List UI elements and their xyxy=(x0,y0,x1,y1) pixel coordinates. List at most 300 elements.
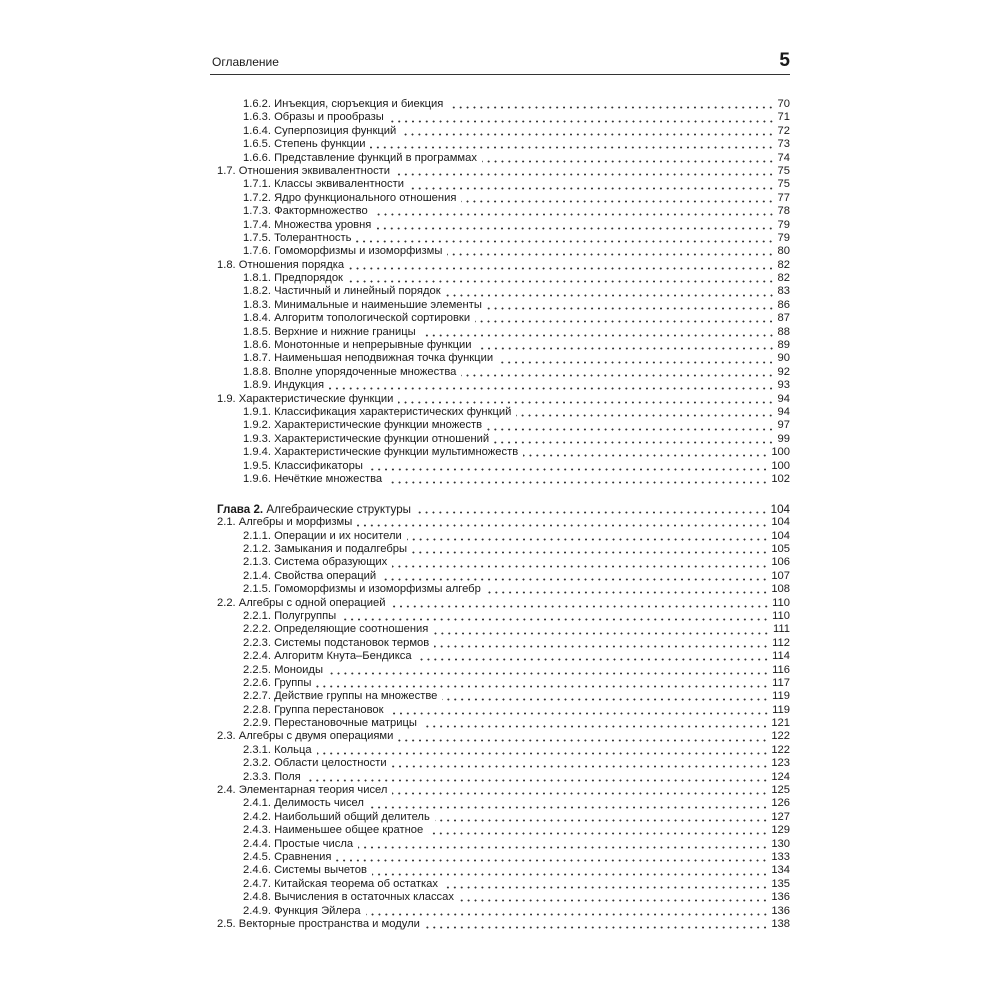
dot-leader xyxy=(461,200,774,203)
dot-leader xyxy=(389,712,770,715)
toc-entry-title xyxy=(217,393,393,406)
toc-entry-title xyxy=(243,245,442,258)
toc-page-number: 111 xyxy=(772,623,790,636)
toc-entry-label: 2.1.5. Гомоморфизмы и изоморфизмы алгебр xyxy=(243,583,481,596)
toc-entry-title xyxy=(243,891,454,904)
dot-leader xyxy=(392,792,768,795)
toc-subsection-entry[interactable] xyxy=(210,677,790,690)
toc-page-number: 114 xyxy=(772,650,790,663)
toc-page-number: 116 xyxy=(772,663,790,676)
toc-subsection-entry[interactable] xyxy=(210,610,790,623)
toc-entry-title xyxy=(243,757,387,770)
toc-page-number: 82 xyxy=(777,258,790,271)
toc-entry-title xyxy=(243,152,477,165)
toc-entry-label: 2.2.9. Перестановочные матрицы xyxy=(243,717,417,730)
toc-subsection-entry[interactable] xyxy=(210,98,790,111)
toc-entry-title xyxy=(243,232,351,245)
toc-entry-label: 1.7.1. Классы эквивалентности xyxy=(243,178,404,191)
toc-section-entry[interactable] xyxy=(210,165,790,178)
toc-page-number: 123 xyxy=(771,757,790,770)
toc-entry-label: 2.3.3. Поля xyxy=(243,770,301,783)
dot-leader xyxy=(395,173,775,176)
dot-leader xyxy=(341,618,769,621)
toc-entry-title xyxy=(243,272,343,285)
toc-entry-label: 2.2.6. Группы xyxy=(243,676,312,689)
toc-subsection-entry[interactable] xyxy=(210,379,790,392)
toc-page-number: 135 xyxy=(771,877,790,890)
toc-entry-title xyxy=(217,784,387,797)
toc-section-entry[interactable] xyxy=(210,730,790,743)
dot-leader xyxy=(373,213,775,216)
dot-leader xyxy=(401,133,774,136)
toc-subsection-entry[interactable] xyxy=(210,138,790,151)
toc-page-number: 122 xyxy=(771,743,790,756)
dot-leader xyxy=(328,672,769,675)
toc-entry-label: 2.1.2. Замыкания и подалгебры xyxy=(243,543,408,555)
dot-leader xyxy=(409,187,775,190)
toc-subsection-entry[interactable] xyxy=(210,583,790,596)
dot-leader xyxy=(389,120,775,123)
toc-entry-label: 1.9.5. Классификаторы xyxy=(243,459,363,472)
toc-entry-title xyxy=(243,864,367,877)
dot-leader xyxy=(416,511,768,514)
toc-subsection-entry[interactable] xyxy=(210,178,790,191)
toc-entry-label: 1.7. Отношения эквивалентности xyxy=(217,164,391,177)
toc-subsection-entry[interactable] xyxy=(210,406,790,419)
table-of-contents xyxy=(210,98,790,931)
toc-entry-title xyxy=(243,878,438,891)
toc-page-number: 92 xyxy=(777,365,790,378)
toc-page-number: 97 xyxy=(777,419,790,432)
toc-entry-title xyxy=(243,811,430,824)
toc-entry-title xyxy=(217,918,420,931)
dot-leader xyxy=(421,334,775,337)
toc-entry-title xyxy=(243,543,407,556)
toc-page-number: 136 xyxy=(771,891,790,904)
toc-subsection-entry[interactable] xyxy=(210,232,790,245)
toc-subsection-entry[interactable] xyxy=(210,460,790,473)
toc-subsection-entry[interactable] xyxy=(210,864,790,877)
toc-page-number: 127 xyxy=(771,810,790,823)
toc-entry-title xyxy=(243,530,402,543)
toc-subsection-entry[interactable] xyxy=(210,312,790,325)
toc-subsection-entry[interactable] xyxy=(210,891,790,904)
toc-subsection-entry[interactable] xyxy=(210,797,790,810)
dot-leader xyxy=(392,765,769,768)
toc-subsection-entry[interactable] xyxy=(210,125,790,138)
toc-entry-label: 2.3.1. Кольца xyxy=(243,743,312,756)
dot-leader xyxy=(329,387,774,390)
toc-entry-title xyxy=(243,111,384,124)
toc-page-number: 82 xyxy=(777,272,790,285)
toc-entry-label: 2.2.4. Алгоритм Кнута–Бендикса xyxy=(243,650,412,663)
toc-entry-title xyxy=(243,838,353,851)
toc-subsection-entry[interactable] xyxy=(210,326,790,339)
toc-subsection-entry[interactable] xyxy=(210,473,790,486)
toc-entry-label: 2.4.4. Простые числа xyxy=(243,837,354,850)
toc-page-number: 133 xyxy=(771,850,790,863)
toc-entry-title xyxy=(243,379,324,392)
dot-leader xyxy=(306,779,769,782)
toc-page-number: 112 xyxy=(772,636,790,649)
dot-leader xyxy=(392,565,768,568)
toc-entry-label: 1.6.6. Представление функций в программах xyxy=(243,151,477,164)
dot-leader xyxy=(435,819,769,822)
toc-subsection-entry[interactable] xyxy=(210,556,790,569)
toc-page-number: 73 xyxy=(777,138,790,151)
toc-entry-title xyxy=(243,583,481,596)
dot-leader xyxy=(417,658,770,661)
header-rule xyxy=(210,74,790,75)
toc-section-entry[interactable] xyxy=(210,918,790,931)
toc-page-number: 126 xyxy=(771,797,790,810)
dot-leader xyxy=(387,481,768,484)
toc-entry-label: 1.8. Отношения порядка xyxy=(217,258,345,271)
toc-entry-title xyxy=(243,771,301,784)
toc-entry-title xyxy=(243,623,428,636)
toc-subsection-entry[interactable] xyxy=(210,299,790,312)
dot-leader xyxy=(407,538,769,541)
toc-page-number: 104 xyxy=(770,502,790,516)
dot-leader xyxy=(349,267,774,270)
toc-entry-title xyxy=(243,664,323,677)
toc-page-number: 110 xyxy=(772,596,790,609)
toc-subsection-entry[interactable] xyxy=(210,111,790,124)
toc-entry-title xyxy=(243,299,482,312)
toc-entry-title xyxy=(243,717,417,730)
toc-page-number: 108 xyxy=(771,583,790,596)
toc-entry-title xyxy=(243,704,384,717)
toc-entry-label: Алгебраические структуры xyxy=(266,502,411,516)
toc-subsection-entry[interactable] xyxy=(210,352,790,365)
toc-page-number: 93 xyxy=(777,379,790,392)
toc-subsection-entry[interactable] xyxy=(210,245,790,258)
toc-subsection-entry[interactable] xyxy=(210,339,790,352)
toc-subsection-entry[interactable] xyxy=(210,419,790,432)
toc-section-entry[interactable] xyxy=(210,516,790,529)
dot-leader xyxy=(317,752,769,755)
toc-entry-label: 1.8.2. Частичный и линейный порядок xyxy=(243,285,441,298)
toc-page-number: 89 xyxy=(777,339,790,352)
toc-subsection-entry[interactable] xyxy=(210,205,790,218)
dot-leader xyxy=(425,926,768,929)
toc-page-number: 80 xyxy=(777,245,790,258)
page-number: 5 xyxy=(779,50,790,71)
toc-subsection-entry[interactable] xyxy=(210,757,790,770)
toc-entry-title xyxy=(243,205,368,218)
toc-entry-label: 1.9. Характеристические функции xyxy=(217,392,394,405)
toc-page-number: 105 xyxy=(771,543,790,555)
toc-subsection-entry[interactable] xyxy=(210,824,790,837)
toc-entry-title xyxy=(243,677,311,690)
toc-subsection-entry[interactable] xyxy=(210,704,790,717)
toc-page-number: 122 xyxy=(771,730,790,743)
toc-page-number: 134 xyxy=(771,864,790,877)
toc-entry-label: 1.9.1. Классификация характеристических функций xyxy=(243,405,512,418)
toc-entry-label: 1.8.4. Алгоритм топологической сортировки xyxy=(243,312,471,325)
toc-subsection-entry[interactable] xyxy=(210,664,790,677)
toc-entry-title xyxy=(243,744,312,757)
toc-subsection-entry[interactable] xyxy=(210,152,790,165)
dot-leader xyxy=(358,846,768,849)
toc-entry-label: 2.5. Векторные пространства и модули xyxy=(217,917,420,930)
toc-page-number: 124 xyxy=(771,770,790,783)
toc-chapter-entry[interactable] xyxy=(210,503,790,516)
toc-subsection-entry[interactable] xyxy=(210,433,790,446)
toc-subsection-entry[interactable] xyxy=(210,285,790,298)
toc-entry-title xyxy=(243,905,361,918)
toc-entry-label: 2.2.8. Группа перестановок xyxy=(243,703,384,716)
dot-leader xyxy=(447,253,774,256)
dot-leader xyxy=(366,913,769,916)
toc-subsection-entry[interactable] xyxy=(210,530,790,543)
toc-page-number: 104 xyxy=(771,516,790,529)
toc-page-number: 129 xyxy=(771,824,790,837)
toc-entry-label: 1.6.3. Образы и прообразы xyxy=(243,111,384,124)
toc-entry-label: 2.2.1. Полугруппы xyxy=(243,609,337,622)
toc-entry-label: 2.2. Алгебры с одной операцией xyxy=(217,596,386,609)
dot-leader xyxy=(477,347,775,350)
toc-entry-label: 1.6.4. Суперпозиция функций xyxy=(243,124,397,137)
dot-leader xyxy=(487,307,775,310)
toc-page-number: 70 xyxy=(777,98,790,110)
toc-page-number: 130 xyxy=(771,837,790,850)
toc-entry-label: 2.3.2. Области целостности xyxy=(243,757,387,770)
toc-page-number: 136 xyxy=(771,904,790,917)
toc-entry-label: 2.1.1. Операции и их носители xyxy=(243,529,402,542)
toc-entry-label: 1.9.6. Нечёткие множества xyxy=(243,472,383,485)
toc-page-number: 119 xyxy=(772,703,790,716)
dot-leader xyxy=(433,632,770,635)
toc-entry-label: 2.2.2. Определяющие соотношения xyxy=(243,623,429,636)
dot-leader xyxy=(475,320,774,323)
toc-subsection-entry[interactable] xyxy=(210,637,790,650)
toc-subsection-entry[interactable] xyxy=(210,851,790,864)
toc-entry-title xyxy=(243,473,382,486)
toc-entry-title xyxy=(217,730,393,743)
toc-page-number: 94 xyxy=(777,405,790,418)
toc-entry-title xyxy=(243,433,489,446)
toc-page-number: 107 xyxy=(771,569,790,582)
toc-page-number: 102 xyxy=(771,472,790,485)
chapter-prefix: Глава 2. xyxy=(217,502,264,516)
dot-leader xyxy=(434,645,769,648)
toc-entry-label: 1.7.5. Толерантность xyxy=(243,231,352,244)
toc-subsection-entry[interactable] xyxy=(210,771,790,784)
dot-leader xyxy=(428,832,768,835)
toc-subsection-entry[interactable] xyxy=(210,192,790,205)
toc-entry-label: 2.4.7. Китайская теорема об остатках xyxy=(243,877,438,890)
toc-entry-label: 1.6.5. Степень функции xyxy=(243,138,366,151)
toc-page-number: 90 xyxy=(777,352,790,365)
toc-entry-title xyxy=(217,165,390,178)
toc-page-number: 99 xyxy=(777,432,790,445)
toc-entry-title xyxy=(243,192,456,205)
toc-page-number: 100 xyxy=(771,459,790,472)
dot-leader xyxy=(443,886,768,889)
toc-entry-title xyxy=(243,556,387,569)
toc-subsection-entry[interactable] xyxy=(210,543,790,556)
toc-entry-title xyxy=(243,824,423,837)
dot-leader xyxy=(486,591,769,594)
toc-entry-title xyxy=(217,597,386,610)
toc-entry-title xyxy=(243,650,412,663)
toc-subsection-entry[interactable] xyxy=(210,650,790,663)
toc-entry-title xyxy=(243,138,365,151)
dot-leader xyxy=(336,859,768,862)
toc-entry-title xyxy=(243,219,371,232)
dot-leader xyxy=(356,240,774,243)
toc-entry-title xyxy=(243,326,416,339)
dot-leader xyxy=(494,441,774,444)
toc-section-entry[interactable] xyxy=(210,597,790,610)
toc-entry-label: 2.4.5. Сравнения xyxy=(243,850,332,863)
toc-entry-label: 2.4.1. Делимость чисел xyxy=(243,797,364,810)
toc-page-number: 121 xyxy=(771,717,790,730)
toc-subsection-entry[interactable] xyxy=(210,690,790,703)
toc-page-number: 72 xyxy=(777,124,790,137)
dot-leader xyxy=(442,698,769,701)
toc-entry-label: 1.8.1. Предпорядок xyxy=(243,272,343,285)
toc-page-number: 78 xyxy=(777,205,790,218)
toc-entry-label: 1.9.4. Характеристические функции мультимножеств xyxy=(243,446,519,459)
toc-entry-label: 1.7.4. Множества уровня xyxy=(243,218,372,231)
toc-subsection-entry[interactable] xyxy=(210,446,790,459)
dot-leader xyxy=(523,454,768,457)
toc-entry-label: 1.7.2. Ядро функционального отношения xyxy=(243,191,457,204)
dot-leader xyxy=(369,806,768,809)
toc-entry-label: 2.4.9. Функция Эйлера xyxy=(243,904,361,917)
toc-page-number: 110 xyxy=(772,609,790,622)
toc-entry-title xyxy=(243,690,437,703)
toc-entry-label: 2.1. Алгебры и морфизмы xyxy=(217,516,353,529)
toc-entry-title xyxy=(243,797,364,810)
toc-entry-title xyxy=(243,460,363,473)
toc-page-number: 100 xyxy=(771,446,790,459)
toc-entry-title xyxy=(243,446,518,459)
dot-leader xyxy=(368,468,768,471)
dot-leader xyxy=(482,160,775,163)
toc-entry-title xyxy=(243,352,493,365)
toc-entry-title xyxy=(217,516,352,529)
toc-subsection-entry[interactable] xyxy=(210,623,790,636)
toc-page-number: 79 xyxy=(777,231,790,244)
dot-leader xyxy=(372,873,768,876)
toc-entry-label: 2.2.3. Системы подстановок термов xyxy=(243,636,430,649)
dot-leader xyxy=(459,899,768,902)
dot-leader xyxy=(370,146,774,149)
toc-entry-label: 1.7.6. Гомоморфизмы и изоморфизмы xyxy=(243,245,443,258)
toc-entry-title xyxy=(243,419,482,432)
toc-page-number: 87 xyxy=(777,312,790,325)
toc-subsection-entry[interactable] xyxy=(210,366,790,379)
toc-entry-label: 2.4.8. Вычисления в остаточных классах xyxy=(243,891,454,904)
toc-entry-label: 2.1.3. Система образующих xyxy=(243,556,388,569)
toc-subsection-entry[interactable] xyxy=(210,570,790,583)
toc-page-number: 138 xyxy=(771,917,790,930)
dot-leader xyxy=(422,725,768,728)
dot-leader xyxy=(461,374,774,377)
dot-leader xyxy=(348,280,775,283)
toc-entry-label: 2.1.4. Свойства операций xyxy=(243,569,377,582)
toc-page-number: 94 xyxy=(777,392,790,405)
toc-entry-title xyxy=(243,98,443,111)
toc-entry-title xyxy=(243,339,472,352)
dot-leader xyxy=(376,227,774,230)
toc-entry-title xyxy=(243,125,396,138)
toc-entry-label: 2.2.7. Действие группы на множестве xyxy=(243,690,438,703)
toc-entry-title xyxy=(243,178,404,191)
toc-entry-title xyxy=(243,570,376,583)
toc-entry-label: 2.4. Элементарная теория чисел xyxy=(217,784,388,797)
dot-leader xyxy=(391,605,770,608)
toc-entry-label: 1.9.3. Характеристические функции отношений xyxy=(243,432,490,445)
toc-page-number: 83 xyxy=(777,285,790,298)
toc-section-entry[interactable] xyxy=(210,259,790,272)
toc-entry-label: 1.8.9. Индукция xyxy=(243,379,325,392)
toc-entry-label: 1.8.8. Вполне упорядоченные множества xyxy=(243,365,457,378)
toc-page-number: 119 xyxy=(772,690,790,703)
dot-leader xyxy=(412,551,768,554)
toc-entry-label: 1.7.3. Фактормножество xyxy=(243,205,368,218)
toc-page-number: 86 xyxy=(777,298,790,311)
toc-entry-title xyxy=(217,503,411,516)
toc-entry-title xyxy=(243,366,456,379)
dot-leader xyxy=(498,361,774,364)
dot-leader xyxy=(516,414,774,417)
toc-page-number: 104 xyxy=(771,529,790,542)
toc-subsection-entry[interactable] xyxy=(210,905,790,918)
toc-subsection-entry[interactable] xyxy=(210,219,790,232)
toc-entry-label: 2.4.6. Системы вычетов xyxy=(243,864,367,877)
dot-leader xyxy=(357,524,768,527)
toc-entry-label: 2.3. Алгебры с двумя операциями xyxy=(217,730,394,743)
toc-entry-title xyxy=(243,851,331,864)
dot-leader xyxy=(316,685,769,688)
toc-entry-title xyxy=(243,610,336,623)
toc-subsection-entry[interactable] xyxy=(210,717,790,730)
toc-subsection-entry[interactable] xyxy=(210,811,790,824)
toc-page-number: 79 xyxy=(777,218,790,231)
toc-entry-title xyxy=(243,637,429,650)
toc-subsection-entry[interactable] xyxy=(210,744,790,757)
toc-page-number: 74 xyxy=(777,151,790,164)
dot-leader xyxy=(446,294,775,297)
toc-section-entry[interactable] xyxy=(210,784,790,797)
toc-entry-label: 1.8.5. Верхние и нижние границы xyxy=(243,325,416,338)
toc-entry-title xyxy=(243,285,441,298)
toc-page-number: 75 xyxy=(777,164,790,177)
dot-leader xyxy=(448,106,774,109)
toc-page-number: 77 xyxy=(777,191,790,204)
toc-entry-label: 1.8.7. Наименьшая неподвижная точка функции xyxy=(243,352,494,365)
dot-leader xyxy=(398,739,768,742)
toc-subsection-entry[interactable] xyxy=(210,838,790,851)
toc-page-number: 88 xyxy=(777,325,790,338)
toc-subsection-entry[interactable] xyxy=(210,878,790,891)
toc-entry-label: 1.8.3. Минимальные и наименьшие элементы xyxy=(243,298,482,311)
toc-entry-label: 1.9.2. Характеристические функции множеств xyxy=(243,419,483,432)
toc-entry-label: 1.6.2. Инъекция, сюръекция и биекция xyxy=(243,98,444,110)
toc-entry-title xyxy=(217,259,344,272)
toc-page-number: 71 xyxy=(777,111,790,124)
toc-subsection-entry[interactable] xyxy=(210,272,790,285)
toc-entry-label: 2.2.5. Моноиды xyxy=(243,663,323,676)
toc-section-entry[interactable] xyxy=(210,393,790,406)
toc-entry-title xyxy=(243,312,470,325)
toc-entry-label: 2.4.2. Наибольший общий делитель xyxy=(243,810,430,823)
running-header-title: Оглавление xyxy=(212,55,279,69)
